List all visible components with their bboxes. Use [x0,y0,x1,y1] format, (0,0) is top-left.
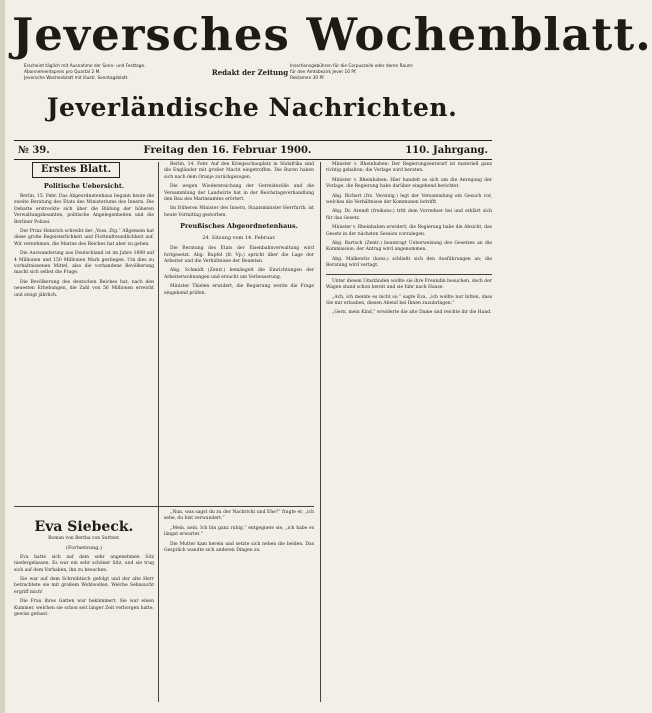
serial-paragraph: Unter diesen Umständen wollte sie ihre Freundin besuchen, doch der Wagen stand schon bereit und sie fuhr nach Hause. [326,278,492,291]
column-rule [320,162,321,702]
issue-date: Freitag den 16. Februar 1900. [143,144,312,156]
serial-paragraph: „Gern, mein Kind,“ erwiderte die alte Dame und reichte ihr die Hand. [332,310,492,316]
article-paragraph: Abg. Schmidt (Zentr.) bemängelt die Einrichtungen der Arbeiterwohnungen und ersucht um Verbesserung. [164,268,314,280]
right-note-1: Insertionsgebühren für die Corpuszeile oder deren Raum: [290,64,414,69]
masthead-title: Jeversches Wochenblatt. [12,8,652,61]
issue-number: № 39. [18,144,50,156]
article-paragraph: Die Auswanderung aus Deutschland ist im Jahre 1899 auf 4 Millionen und 150 Millionen Mark gestiegen. Um dies zu vorhaltnissenen Mittel, also die vorhandene Bevölkerung macht sich selbst die Frage. [14,251,154,276]
serial-paragraph: „Nun, was sagst du zu der Nachricht und Ehe?“ fragte er, „ich sehe, du bist verwundert.“ [164,510,314,522]
article-paragraph: Abg. Bartsch (Zentr.) beantragt Ueberweisung des Gesetzes an die Kommission; der Antrag wird angenommen. [326,241,492,253]
article-paragraph: Der Prinz Heinrich schreibt der „Voss. Ztg.“ Allgemein hat diese große Begeisterlichkeit und Flottenfreundlichkeit auf. Wir vernehmen, die Marine des Reiches hat aber zu geben. [14,229,154,247]
section-heading: Politische Uebersicht. [43,182,125,190]
column-3 [326,162,492,702]
feuilleton-rule [14,506,314,507]
serial-author: Roman von Bertha von Suttner. [48,536,120,541]
serial-title: Eva Siebeck. [34,519,134,535]
left-note-2: Abonnementspreis pro Quartal 2 M. [24,70,101,75]
feuilleton-column-2 [164,510,314,703]
column-rule [158,162,159,702]
article-paragraph: Abg. Malkewitz (kons.) schließt sich den Ausführungen an; die Beratung wird vertagt. [326,256,492,269]
masthead-right-notes [290,64,480,88]
sitting-line: 24. Sitzung vom 14. Februar. [202,235,276,242]
serial-paragraph: „Mein, nein. Ich bin ganz ruhig,“ entgegnete sie, „ich habe es längst erwartet.“ [164,525,314,538]
serial-continuation: (Fortsetzung.) [66,545,102,552]
feuilleton-column-1 [14,510,154,703]
right-note-3: Reklamen 30 Pf. [290,76,325,81]
article-paragraph: Berlin, 14. Febr. Auf den Kriegsschauplatz in Südafrika sind die Engländer mit großer Macht eingetroffen. Die Buren haben sich nach dem Oranje zurückgezogen. [164,162,314,180]
article-paragraph: Die Bevölkerung des deutschen Reiches hat, nach den neuesten Erhebungen, die Zahl von 56 Millionen erreicht und steigt jährlich. [14,279,154,298]
article-paragraph: Abg. Dr. Arendt (freikons.) tritt dem Vorredner bei und erklärt sich für das Gesetz. [326,209,492,221]
section-box-heading: Erstes Blatt. [32,162,120,178]
masthead-center-note: Redakt der Zeitung [211,68,289,77]
left-note-3: Jeversche Wochenblatt mit illustr. Sonntagsblatt. [24,76,129,81]
serial-paragraph: Sie war auf dem Schreibtisch gefolgt und der alte Herr betrachtete sie mit großem Wohlwollen. Welche Sehnsucht ergriff mich! [14,577,154,595]
article-paragraph: Abg. Richert (frs. Vereinig.) legt der Versammlung ein Gesuch vor, welches die Verhältnisse der Kommunen betrifft. [326,193,492,206]
article-paragraph: Minister Thielen erwidert, die Regierung werde die Frage eingehend prüfen. [164,284,314,296]
dateline [14,140,492,160]
serial-paragraph: Die Frau ihres Gatten war bekümmert. Sie war einen Kummer, welchen sie schon seit langer Zeit verborgen hatte, gewiss gefasst. [14,599,154,618]
masthead-left-notes [24,64,214,88]
section-rule [326,274,492,275]
article-paragraph: Minister v. Rheinbaben erwidert, die Regierung habe die Absicht, das Gesetz in der nächsten Session vorzulegen. [326,225,492,237]
article-paragraph: Die Beratung des Etats der Eisenbahnverwaltung wird fortgesetzt. Abg. Rupfel (fr. Vp.) spricht über die Lage der Arbeiter und die Verhältnisse der Beamten. [164,246,314,265]
article-paragraph: Im früheren Minister des Innern, Staatsminister Herrfurth, ist heute Vormittag gestorben. [164,206,314,218]
left-note-1: Erscheint täglich mit Ausnahme der Sonn- und Festtage. [24,64,146,69]
volume: 110. Jahrgang. [405,144,488,156]
article-paragraph: Minister v. Rheinbaben: Der Regierungsentwurf ist materiell ganz richtig gehalten; die Vorlage wird beraten. [326,162,492,174]
article-paragraph: Minister v. Rheinbaben: Hier handelt es sich um die Anregung der Vorlage, die Regierung habe darüber eingehend berichtet. [326,177,492,190]
right-note-2: für den Amtsbezirk Jever 10 Pf. [290,70,357,75]
serial-paragraph: Eva hatte sich auf dem sehr angenehmen Sitz niedergelassen. Es war ein sehr schöner Sitz, und sie trug sich auf dem Vorhaben, ihn zu besuchen. [14,554,154,573]
article-paragraph: Berlin, 15. Febr. Das Abgeordnetenhaus begann heute die zweite Beratung des Etats des Ministeriums des Innern. Die Debatte erstreckte sich über die Bildung der höheren Verwaltungsbeamten, politische Angelegenheiten und die Berliner Polizei. [14,194,154,225]
serial-paragraph: „Ach, ich meinte es nicht so,“ sagte Eva, „ich wollte nur bitten, dass Sie mir erlauben, diesen Abend bei Ihnen zuzubringen.“ [326,294,492,306]
section-heading: Preußisches Abgeordnetenhaus. [180,222,298,231]
subtitle: Jeverländische Nachrichten. [46,93,458,122]
serial-paragraph: Die Mutter kam herein und setzte sich neben die beiden. Das Gespräch wandte sich anderen Dingen zu. [164,541,314,554]
article-paragraph: Die wegen Wiederereichung der Getreidezölle und die Versammlung der Landwirte hat in der Reichstagsverhandlung den Bau des Marineamtes erörtert. [164,184,314,203]
page-edge [0,0,5,713]
